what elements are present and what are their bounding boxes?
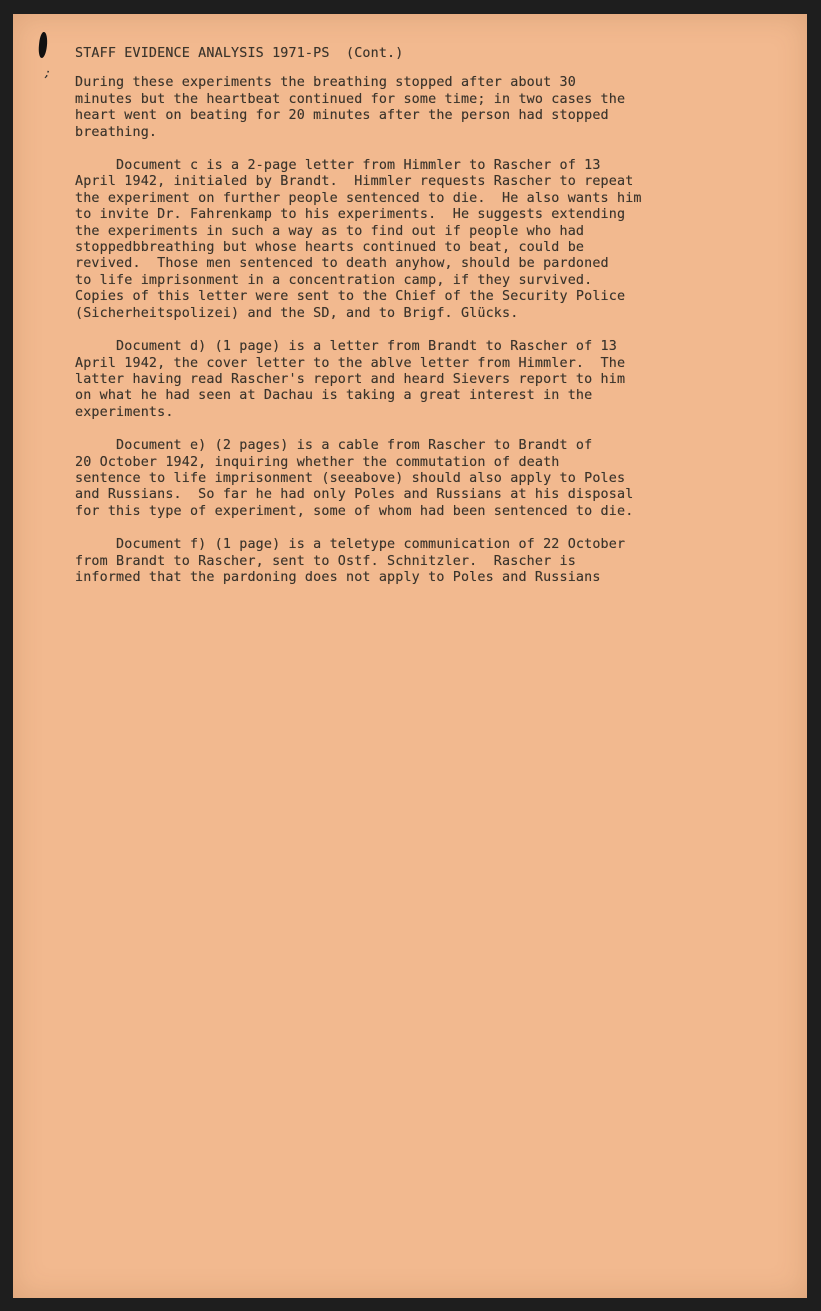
text-line: sentence to life imprisonment (seeabove) should also apply to Poles [75, 470, 626, 486]
text-line: on what he had seen at Dachau is taking a great interest in the [75, 388, 593, 404]
text-line: Document f) (1 page) is a teletype communication of 22 October [75, 537, 626, 553]
ink-speck: ; [41, 65, 54, 81]
text-line: to life imprisonment in a concentration camp, if they survived. [75, 272, 593, 288]
text-line: experiments. [75, 404, 174, 420]
paragraph [75, 158, 795, 322]
text-line: revived. Those men sentenced to death anyhow, should be pardoned [75, 256, 609, 272]
text-line: heart went on beating for 20 minutes after the person had stopped [75, 108, 609, 124]
text-line: Document c is a 2-page letter from Himmler to Rascher of 13 [75, 158, 601, 174]
paragraph [75, 438, 795, 520]
text-line: 20 October 1942, inquiring whether the commutation of death [75, 454, 560, 470]
text-line: the experiment on further people sentenced to die. He also wants him [75, 190, 642, 206]
paragraph [75, 75, 795, 141]
paragraph-list [75, 75, 795, 586]
document-sheet [13, 14, 807, 1298]
text-line: informed that the pardoning does not apply to Poles and Russians [75, 569, 601, 585]
text-line: for this type of experiment, some of whom had been sentenced to die. [75, 503, 634, 519]
text-line: Document e) (2 pages) is a cable from Rascher to Brandt of [75, 438, 593, 454]
paragraph [75, 537, 795, 586]
text-line: latter having read Rascher's report and heard Sievers report to him [75, 371, 626, 387]
text-line: (Sicherheitspolizei) and the SD, and to Brigf. Glücks. [75, 305, 519, 321]
punch-hole-mark [38, 32, 49, 59]
document-body [75, 46, 795, 603]
text-line: Document d) (1 page) is a letter from Brandt to Rascher of 13 [75, 339, 617, 355]
text-line: and Russians. So far he had only Poles and Russians at his disposal [75, 487, 634, 503]
text-line: to invite Dr. Fahrenkamp to his experiments. He suggests extending [75, 207, 626, 223]
paragraph [75, 339, 795, 421]
page-heading: STAFF EVIDENCE ANALYSIS 1971-PS (Cont.) [75, 46, 404, 61]
text-line: April 1942, the cover letter to the ablve letter from Himmler. The [75, 355, 626, 371]
text-line: breathing. [75, 124, 158, 140]
text-line: Copies of this letter were sent to the Chief of the Security Police [75, 289, 626, 305]
text-line: minutes but the heartbeat continued for some time; in two cases the [75, 91, 626, 107]
text-line: the experiments in such a way as to find out if people who had [75, 223, 585, 239]
text-line: During these experiments the breathing stopped after about 30 [75, 75, 576, 91]
text-line: April 1942, initialed by Brandt. Himmler requests Rascher to repeat [75, 174, 634, 190]
text-line: stoppedbbreathing but whose hearts continued to beat, could be [75, 240, 585, 256]
text-line: from Brandt to Rascher, sent to Ostf. Schnitzler. Rascher is [75, 553, 576, 569]
